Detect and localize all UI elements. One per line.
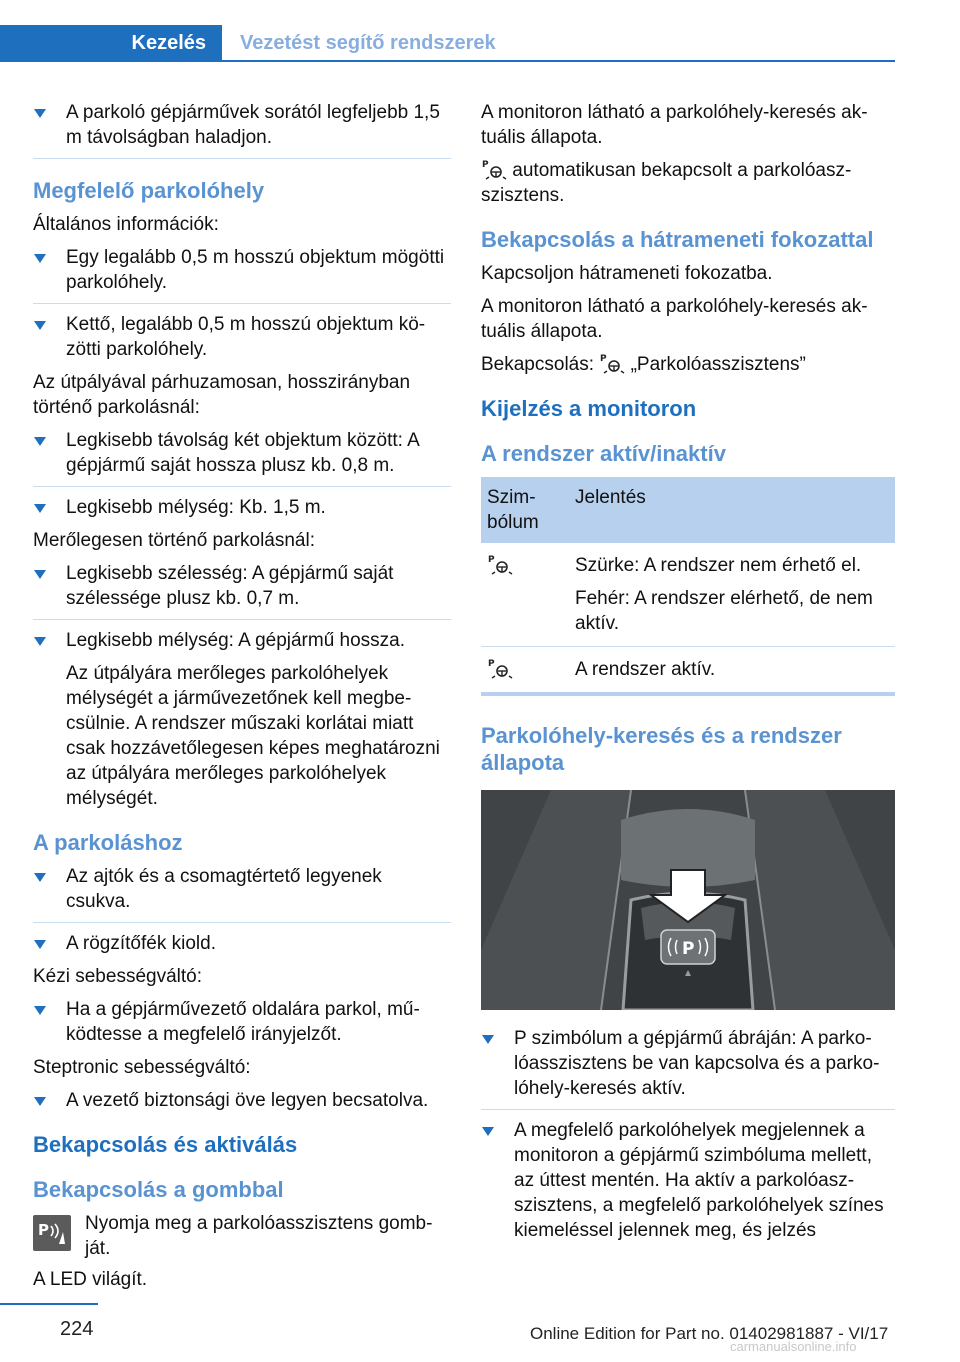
table-row [481, 543, 895, 647]
heading-reverse: Bekapcsolás a hátrameneti fokozattal [481, 227, 874, 252]
col-meaning: Jelentés [569, 477, 895, 543]
heading-button: Bekapcsolás a gombbal [33, 1177, 284, 1202]
chapter-tab[interactable]: Kezelés [0, 25, 222, 62]
list-item: Ha a gépjárművezető oldalára parkol, működtesse a megfelelő irányjelzőt. [33, 997, 451, 1047]
auto-on-text: automatikusan bekapcsolt a parkolóaszszisztens. [481, 160, 852, 206]
heading-active: A rendszer aktív/inaktív [481, 441, 726, 466]
general-info-label: Általános információk: [33, 214, 219, 235]
header-divider [0, 60, 895, 62]
parallel-intro: Az útpályával párhuzamosan, hosszirányban történő parkolásnál: [33, 372, 411, 418]
page-number: 224 [60, 1318, 94, 1340]
heading-activation: Bekapcsolás és aktiválás [33, 1132, 298, 1157]
activation-line: Bekapcsolás: „Parkolóasszisztens” [481, 354, 806, 375]
section-tab[interactable]: Vezetést segítő rendszerek [240, 32, 496, 54]
left-column [33, 100, 451, 1300]
edition-label: Online Edition for Part no. 01402981887 - VI/17 [530, 1324, 889, 1343]
park-assist-button-icon [33, 1215, 71, 1251]
reverse-text: Kapcsoljon hátrameneti fokozatba. [481, 263, 773, 284]
list-item: Legkisebb mélység: A gépjármű hossza. [33, 628, 451, 653]
list-item: A vezető biztonsági öve legyen becsatolva. [33, 1088, 451, 1113]
steptronic-label: Steptronic sebességváltó: [33, 1057, 251, 1078]
meaning-active: A rendszer aktív. [569, 647, 895, 695]
figure-p-symbol: P [682, 939, 695, 959]
monitor-state-text: A monitoron látható a parkolóhely-keresés aktuális állapota. [481, 296, 868, 342]
heading-search: Parkolóhely-keresés és a rendszer állapota [481, 723, 842, 775]
list-item: Kettő, legalább 0,5 m hosszú objektum közötti parkolóhely. [33, 312, 451, 362]
manual-gearbox-label: Kézi sebességváltó: [33, 966, 202, 987]
parking-assistant-active-icon [487, 657, 513, 679]
meaning-white: Fehér: A rendszer elérhető, de nem aktív. [575, 588, 873, 634]
monitor-state-text: A monitoron látható a parkolóhely-keresés aktuális állapota. [481, 102, 868, 148]
footer-divider [0, 1303, 98, 1305]
led-text: A LED világít. [33, 1269, 148, 1290]
svg-text:P: P [38, 1221, 49, 1239]
list-item: A parkoló gépjárművek sorától legfeljebb 1,5 m távolságban haladjon. [33, 100, 451, 159]
heading-display: Kijelzés a monitoron [481, 396, 697, 421]
list-item: Legkisebb mélység: Kb. 1,5 m. [33, 495, 451, 520]
col-symbol: Szimbólum [481, 477, 569, 543]
parking-assistant-icon [481, 158, 507, 180]
parking-assistant-icon [599, 352, 625, 374]
list-item: A megfelelő parkolóhelyek megjelennek a monitoron a gépjármű szimbóluma mellett, az úttest mentén. Ha aktív a parkolóaszszisztens, a megfelelő parkolóhelyek színes kiemeléssel jelennek meg, és jelzés [481, 1118, 895, 1243]
heading-for-parking: A parkoláshoz [33, 830, 183, 855]
parking-screen-illustration [481, 790, 895, 1010]
symbol-table [481, 477, 895, 696]
list-item: Egy legalább 0,5 m hosszú objektum mögötti parkolóhely. [33, 245, 451, 304]
heading-parking-spot: Megfelelő parkolóhely [33, 178, 265, 203]
list-item: Az ajtók és a csomagtértető legyenek csukva. [33, 864, 451, 923]
page-header [0, 0, 960, 62]
right-column [481, 100, 895, 1251]
watermark: carmanualsonline.info [730, 1339, 857, 1354]
parking-assistant-icon [487, 553, 513, 575]
perpendicular-intro: Merőlegesen történő parkolásnál: [33, 530, 316, 551]
list-item: A rögzítőfék kiold. [33, 931, 451, 956]
perpendicular-note: Az útpályára merőleges parkolóhelyek mélységét a járművezetőnek kell megbecsülnie. A rendszer műszaki korlátai miatt csak hozzávetőlegesen képes meghatározni az útpályára merőleges parkolóhelyek mélységét. [66, 663, 440, 809]
list-item: Legkisebb távolság két objektum között: A gépjármű saját hossza plusz kb. 0,8 m. [33, 428, 451, 487]
button-instruction [33, 1211, 451, 1261]
list-item: P szimbólum a gépjármű ábráján: A parkolóasszisztens be van kapcsolva és a parkolóhely-keresés aktív. [481, 1026, 895, 1110]
table-row [481, 647, 895, 695]
meaning-grey: Szürke: A rendszer nem érhető el. [575, 555, 862, 576]
list-item: Legkisebb szélesség: A gépjármű saját szélessége plusz kb. 0,7 m. [33, 561, 451, 620]
monitor-figure [481, 790, 895, 1010]
button-instruction-text: Nyomja meg a parkolóasszisztens gombját. [85, 1213, 433, 1259]
